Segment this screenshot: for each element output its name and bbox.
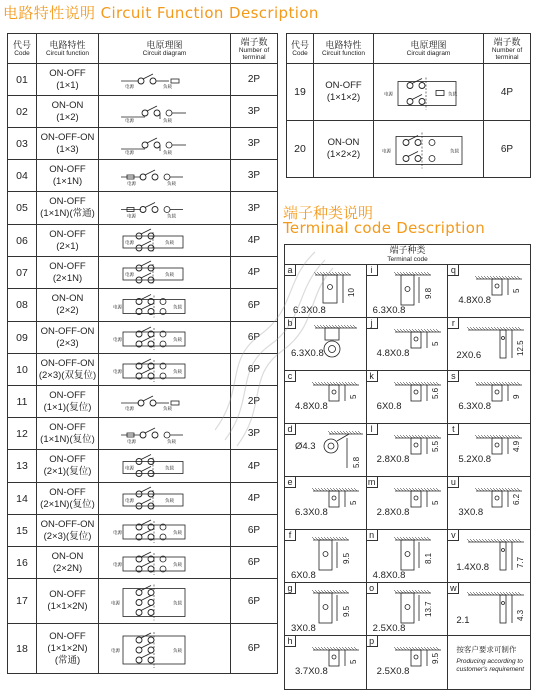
function-line-2: (1×1×2) xyxy=(326,92,361,103)
terminal-cell-f xyxy=(285,530,367,583)
function-line-1: ON-OFF xyxy=(49,486,86,498)
table-row xyxy=(8,192,278,225)
terminal-letter: r xyxy=(448,318,459,329)
terminal-letter: g xyxy=(285,583,296,594)
terminal-dimension: 2.5X0.8 xyxy=(372,623,406,634)
svg-text:负载: 负载 xyxy=(447,92,457,97)
circuit-function xyxy=(37,192,99,225)
svg-text:负载: 负载 xyxy=(172,530,182,536)
terminal-height: 5 xyxy=(512,288,522,293)
terminal-letter: d xyxy=(285,424,296,435)
terminal-dimension: 2.1 xyxy=(456,615,470,626)
function-line-1: ON-OFF-ON xyxy=(40,325,95,337)
svg-text:负载: 负载 xyxy=(166,439,176,445)
svg-text:电源: 电源 xyxy=(124,466,134,471)
terminal-count: 3P xyxy=(231,128,278,160)
svg-text:电源: 电源 xyxy=(124,150,134,156)
circuit-code: 01 xyxy=(8,64,37,96)
terminal-cell-j xyxy=(367,318,449,371)
function-line-1: ON-OFF xyxy=(49,630,86,642)
svg-text:负载: 负载 xyxy=(172,337,182,343)
terminal-letter: w xyxy=(448,583,459,594)
terminal-count: 4P xyxy=(231,225,278,257)
terminal-height: 9.5 xyxy=(342,605,351,617)
svg-text:电源: 电源 xyxy=(126,439,136,445)
circuit-function xyxy=(37,624,99,674)
table-header-row xyxy=(8,34,278,64)
terminal-height: 5 xyxy=(349,659,358,664)
circuit-code: 04 xyxy=(8,160,37,192)
terminal-count: 6P xyxy=(231,289,278,322)
function-line-2: (1×1) xyxy=(56,79,79,91)
circuit-code: 11 xyxy=(8,386,37,418)
terminal-letter: v xyxy=(448,530,459,541)
circuit-function xyxy=(37,96,99,128)
terminal-cell-p xyxy=(367,636,449,689)
circuit-function xyxy=(37,579,99,624)
header-pins: 端子数 Number of terminal xyxy=(231,34,278,64)
function-line-2: (2×2) xyxy=(56,305,79,316)
circuit-code: 06 xyxy=(8,225,37,257)
function-line-2: (1×1×2N) xyxy=(47,642,88,654)
terminal-letter: p xyxy=(367,636,378,647)
function-line-1: ON-ON xyxy=(51,99,84,111)
terminal-height: 4.9 xyxy=(512,440,522,452)
terminal-count: 3P xyxy=(231,96,278,128)
terminal-dimension: 5.2X0.8 xyxy=(458,454,492,465)
terminal-height: 4.3 xyxy=(516,609,526,621)
circuit-function xyxy=(37,322,99,354)
terminal-code-panel xyxy=(284,244,531,690)
terminal-height: 10 xyxy=(347,288,356,297)
custom-note-en: Producing according to customer's requirement xyxy=(456,658,525,673)
terminal-count: 4P xyxy=(231,483,278,515)
table-row xyxy=(287,121,531,178)
terminal-dimension: 2.5X0.8 xyxy=(376,666,410,677)
circuit-code: 03 xyxy=(8,128,37,160)
terminal-letter: o xyxy=(367,583,378,594)
circuit-code: 20 xyxy=(287,121,314,178)
svg-text:电源: 电源 xyxy=(126,181,136,187)
circuit-function xyxy=(37,386,99,418)
function-line-1: ON-OFF xyxy=(49,228,86,240)
terminal-height: 9.5 xyxy=(342,552,351,564)
header-code: 代号 Code xyxy=(287,34,314,64)
table-row xyxy=(8,96,278,128)
svg-text:负载: 负载 xyxy=(172,648,182,654)
terminal-dimension: 3.7X0.8 xyxy=(295,666,328,677)
terminal-dimension: 6.3X0.8 xyxy=(295,507,328,518)
svg-text:负载: 负载 xyxy=(449,149,459,154)
terminal-count: 3P xyxy=(231,160,278,192)
function-line-2: (2×2N) xyxy=(52,562,83,574)
header-code: 代号 Code xyxy=(8,34,37,64)
circuit-code: 10 xyxy=(8,354,37,386)
circuit-function xyxy=(37,483,99,515)
terminal-letter: t xyxy=(448,424,459,435)
function-line-1: ON-OFF xyxy=(49,421,86,433)
function-line-2: (2×1) xyxy=(56,240,79,252)
circuit-function xyxy=(37,450,99,483)
header-diagram: 电原理图 Circuit diagram xyxy=(99,34,231,64)
circuit-diagram xyxy=(99,257,231,289)
terminal-count: 6P xyxy=(484,121,531,178)
circuit-code: 16 xyxy=(8,547,37,579)
circuit-function xyxy=(37,64,99,96)
circuit-table-left xyxy=(7,33,278,674)
table-row xyxy=(8,579,278,624)
svg-text:电源: 电源 xyxy=(112,305,122,310)
terminal-cell-e xyxy=(285,477,367,530)
table-row xyxy=(8,289,278,322)
svg-text:电源: 电源 xyxy=(112,369,122,375)
circuit-code: 08 xyxy=(8,289,37,322)
terminal-cell-t xyxy=(448,424,530,477)
table-row xyxy=(8,624,278,674)
terminal-height: 5 xyxy=(430,341,440,346)
terminal-dimension: 6.3X0.8 xyxy=(458,401,492,412)
terminal-count: 4P xyxy=(231,257,278,289)
terminal-cell-l xyxy=(367,424,449,477)
function-line-3: (常通) xyxy=(54,654,81,666)
terminal-dimension: 4.8X0.8 xyxy=(295,401,328,412)
function-line-1: ON-OFF xyxy=(49,589,86,600)
header-function: 电路特性 Circuit function xyxy=(37,34,99,64)
function-line-1: ON-OFF xyxy=(49,454,86,465)
circuit-diagram xyxy=(99,128,231,160)
svg-text:电源: 电源 xyxy=(124,272,134,278)
function-line-1: ON-ON xyxy=(51,550,84,562)
terminal-dimension: 1.4X0.8 xyxy=(456,562,490,573)
terminal-dimension: 4.8X0.8 xyxy=(376,348,410,359)
terminal-count: 6P xyxy=(231,579,278,624)
svg-text:电源: 电源 xyxy=(112,530,122,536)
terminal-dimension: 3X0.8 xyxy=(458,507,484,518)
terminal-dimension: 4.8X0.8 xyxy=(372,570,406,581)
header-function: 电路特性 Circuit function xyxy=(314,34,374,64)
terminal-count: 4P xyxy=(231,450,278,483)
terminal-count: 6P xyxy=(231,354,278,386)
terminal-cell-w xyxy=(448,583,530,636)
terminal-height: 12.5 xyxy=(516,340,526,356)
svg-text:负载: 负载 xyxy=(162,406,172,412)
circuit-diagram xyxy=(99,289,231,322)
svg-text:电源: 电源 xyxy=(124,498,134,504)
function-line-2: (1×1N)(常通) xyxy=(40,208,95,219)
table-row xyxy=(8,160,278,192)
svg-text:负载: 负载 xyxy=(172,369,182,375)
terminal-count: 6P xyxy=(231,322,278,354)
circuit-function xyxy=(37,128,99,160)
function-line-1: ON-OFF xyxy=(49,67,86,79)
circuit-diagram xyxy=(374,121,484,178)
terminal-count: 6P xyxy=(231,624,278,674)
terminal-dimension: 3X0.8 xyxy=(291,623,316,634)
terminal-height: 8.1 xyxy=(423,552,433,564)
function-line-1: ON-OFF-ON xyxy=(40,357,95,369)
terminal-cell-g xyxy=(285,583,367,636)
terminal-dimension: 6.3X0.8 xyxy=(293,305,326,316)
terminal-cell-h xyxy=(285,636,367,689)
circuit-diagram xyxy=(374,64,484,121)
circuit-diagram xyxy=(99,322,231,354)
circuit-function-title: 电路特性说明 Circuit Function Description xyxy=(3,4,319,22)
svg-text:负载: 负载 xyxy=(172,601,182,606)
table-row xyxy=(8,386,278,418)
circuit-function xyxy=(37,257,99,289)
terminal-count: 6P xyxy=(231,515,278,547)
table-row xyxy=(8,450,278,483)
terminal-dimension: 2.8X0.8 xyxy=(376,454,410,465)
svg-text:负载: 负载 xyxy=(164,272,174,278)
table-row xyxy=(8,128,278,160)
table-row xyxy=(8,354,278,386)
circuit-function xyxy=(37,547,99,579)
terminal-height: 9 xyxy=(512,394,522,399)
terminal-cell-u xyxy=(448,477,530,530)
svg-text:负载: 负载 xyxy=(164,466,174,471)
terminal-title-cn: 端子种类说明 xyxy=(283,204,374,222)
terminal-header-cn: 端子种类 xyxy=(389,245,426,255)
circuit-function xyxy=(37,160,99,192)
circuit-function xyxy=(314,121,374,178)
terminal-cell-k xyxy=(367,371,449,424)
circuit-code: 17 xyxy=(8,579,37,624)
terminal-cell-s xyxy=(448,371,530,424)
circuit-code: 19 xyxy=(287,64,314,121)
svg-text:电源: 电源 xyxy=(110,648,120,654)
terminal-letter: a xyxy=(285,265,296,276)
circuit-function xyxy=(314,64,374,121)
terminal-letter: j xyxy=(367,318,378,329)
terminal-count: 3P xyxy=(231,192,278,225)
terminal-letter: s xyxy=(448,371,459,382)
terminal-letter: h xyxy=(285,636,296,647)
circuit-code: 18 xyxy=(8,624,37,674)
circuit-diagram xyxy=(99,579,231,624)
circuit-code: 02 xyxy=(8,96,37,128)
function-line-1: ON-ON xyxy=(51,293,84,304)
circuit-diagram xyxy=(99,515,231,547)
terminal-height: 5.6 xyxy=(430,387,440,399)
function-line-2: (1×2) xyxy=(56,111,79,123)
svg-text:负载: 负载 xyxy=(162,118,172,124)
function-line-1: ON-OFF xyxy=(49,389,86,401)
terminal-dimension: 6.3X0.8 xyxy=(291,348,324,359)
terminal-letter: u xyxy=(448,477,459,488)
function-line-2: (1×1N) xyxy=(52,175,83,187)
function-line-1: ON-OFF-ON xyxy=(40,131,95,143)
svg-text:电源: 电源 xyxy=(112,562,122,568)
header-diagram: 电原理图 Circuit diagram xyxy=(374,34,484,64)
table-row xyxy=(8,547,278,579)
circuit-diagram xyxy=(99,225,231,257)
terminal-title-en: Terminal code Description xyxy=(283,219,486,237)
terminal-dimension: 4.8X0.8 xyxy=(458,295,492,306)
svg-text:电源: 电源 xyxy=(124,118,134,124)
terminal-dimension: 6X0.8 xyxy=(291,570,316,581)
table-row xyxy=(8,418,278,450)
circuit-function xyxy=(37,515,99,547)
table-row xyxy=(8,515,278,547)
circuit-diagram xyxy=(99,192,231,225)
function-line-2: (2×1N)(复位) xyxy=(40,498,95,510)
terminal-count: 6P xyxy=(231,547,278,579)
circuit-function xyxy=(37,289,99,322)
table-row xyxy=(8,322,278,354)
terminal-cell-v xyxy=(448,530,530,583)
table-row xyxy=(8,64,278,96)
function-line-1: ON-OFF xyxy=(49,196,86,207)
terminal-height: 6.2 xyxy=(512,493,522,505)
function-line-2: (1×1)(复位) xyxy=(43,401,92,413)
terminal-note-cell xyxy=(448,636,530,689)
terminal-cell-c xyxy=(285,371,367,424)
terminal-cell-o xyxy=(367,583,449,636)
terminal-dimension: 2X0.6 xyxy=(456,350,482,361)
function-line-2: (2×3)(复位) xyxy=(43,530,92,542)
terminal-height: 7.7 xyxy=(516,556,526,568)
circuit-diagram xyxy=(99,96,231,128)
custom-note-cn: 按客户要求可制作 xyxy=(456,645,517,654)
terminal-dimension: 2.8X0.8 xyxy=(376,507,410,518)
terminal-letter: f xyxy=(285,530,296,541)
terminal-letter: n xyxy=(367,530,378,541)
svg-text:电源: 电源 xyxy=(126,214,136,219)
svg-text:负载: 负载 xyxy=(172,562,182,568)
terminal-letter: q xyxy=(448,265,459,276)
terminal-cell-i xyxy=(367,265,449,318)
terminal-letter: c xyxy=(285,371,296,382)
terminal-panel-header xyxy=(285,245,530,265)
circuit-diagram xyxy=(99,160,231,192)
svg-text:电源: 电源 xyxy=(110,601,120,606)
svg-text:电源: 电源 xyxy=(124,84,134,90)
svg-text:负载: 负载 xyxy=(164,240,174,246)
circuit-diagram xyxy=(99,624,231,674)
terminal-grid xyxy=(285,265,530,689)
svg-text:负载: 负载 xyxy=(172,305,182,310)
function-line-2: (2×3) xyxy=(56,337,79,349)
terminal-letter: m xyxy=(367,477,378,488)
circuit-code: 13 xyxy=(8,450,37,483)
function-line-1: ON-OFF xyxy=(325,80,362,91)
circuit-code: 15 xyxy=(8,515,37,547)
terminal-count: 2P xyxy=(231,386,278,418)
terminal-letter: e xyxy=(285,477,296,488)
circuit-code: 05 xyxy=(8,192,37,225)
terminal-cell-m xyxy=(367,477,449,530)
function-line-2: (1×1×2N) xyxy=(47,601,88,612)
function-line-1: ON-OFF-ON xyxy=(40,518,95,530)
terminal-letter: k xyxy=(367,371,378,382)
svg-text:负载: 负载 xyxy=(166,214,176,219)
terminal-height: 5 xyxy=(349,500,358,505)
circuit-code: 12 xyxy=(8,418,37,450)
circuit-code: 07 xyxy=(8,257,37,289)
circuit-code: 14 xyxy=(8,483,37,515)
function-line-1: ON-ON xyxy=(327,137,360,148)
table-row xyxy=(8,257,278,289)
circuit-diagram xyxy=(99,64,231,96)
terminal-height: 9.5 xyxy=(430,652,440,664)
svg-text:电源: 电源 xyxy=(124,406,134,412)
terminal-count: 4P xyxy=(484,64,531,121)
function-line-2: (2×1N) xyxy=(52,272,83,284)
table-header-row xyxy=(287,34,531,64)
table-row xyxy=(8,483,278,515)
header-pins: 端子数 Number of terminal xyxy=(484,34,531,64)
table-row xyxy=(8,225,278,257)
terminal-dimension: Ø4.3 xyxy=(295,441,316,452)
circuit-diagram xyxy=(99,450,231,483)
terminal-height: 5 xyxy=(430,500,440,505)
function-line-2: (2×3)(双复位) xyxy=(38,369,97,381)
terminal-height: 5.8 xyxy=(352,456,361,468)
svg-text:电源: 电源 xyxy=(381,149,391,154)
terminal-count: 3P xyxy=(231,418,278,450)
svg-text:电源: 电源 xyxy=(124,240,134,246)
terminal-height: 9.8 xyxy=(423,287,433,299)
circuit-code: 09 xyxy=(8,322,37,354)
table-row xyxy=(287,64,531,121)
svg-text:负载: 负载 xyxy=(162,84,172,90)
svg-text:负载: 负载 xyxy=(166,181,176,187)
terminal-height: 5.5 xyxy=(430,440,440,452)
terminal-cell-r xyxy=(448,318,530,371)
terminal-cell-n xyxy=(367,530,449,583)
circuit-function xyxy=(37,418,99,450)
svg-text:负载: 负载 xyxy=(162,150,172,156)
function-line-1: ON-OFF xyxy=(49,163,86,175)
circuit-function xyxy=(37,225,99,257)
terminal-height: 13.7 xyxy=(423,601,433,617)
terminal-count: 2P xyxy=(231,64,278,96)
terminal-letter: b xyxy=(285,318,296,329)
svg-text:负载: 负载 xyxy=(164,498,174,504)
terminal-cell-q xyxy=(448,265,530,318)
circuit-function xyxy=(37,354,99,386)
terminal-height: 5 xyxy=(349,394,358,399)
circuit-diagram xyxy=(99,483,231,515)
function-line-2: (2×1)(复位) xyxy=(43,466,92,477)
terminal-letter: i xyxy=(367,265,378,276)
circuit-diagram xyxy=(99,418,231,450)
circuit-diagram xyxy=(99,354,231,386)
terminal-letter: l xyxy=(367,424,378,435)
function-line-2: (1×1N)(复位) xyxy=(40,433,95,445)
terminal-dimension: 6.3X0.8 xyxy=(372,305,406,316)
function-line-2: (1×3) xyxy=(56,143,79,155)
terminal-cell-b xyxy=(285,318,367,371)
svg-text:电源: 电源 xyxy=(112,337,122,343)
function-line-2: (1×2×2) xyxy=(326,149,361,160)
circuit-table-right xyxy=(286,33,531,178)
function-line-1: ON-OFF xyxy=(49,260,86,272)
terminal-header-en: Terminal code xyxy=(387,256,428,263)
svg-text:电源: 电源 xyxy=(383,92,393,97)
circuit-diagram xyxy=(99,386,231,418)
circuit-diagram xyxy=(99,547,231,579)
terminal-cell-d xyxy=(285,424,367,477)
terminal-cell-a xyxy=(285,265,367,318)
terminal-dimension: 6X0.8 xyxy=(376,401,402,412)
